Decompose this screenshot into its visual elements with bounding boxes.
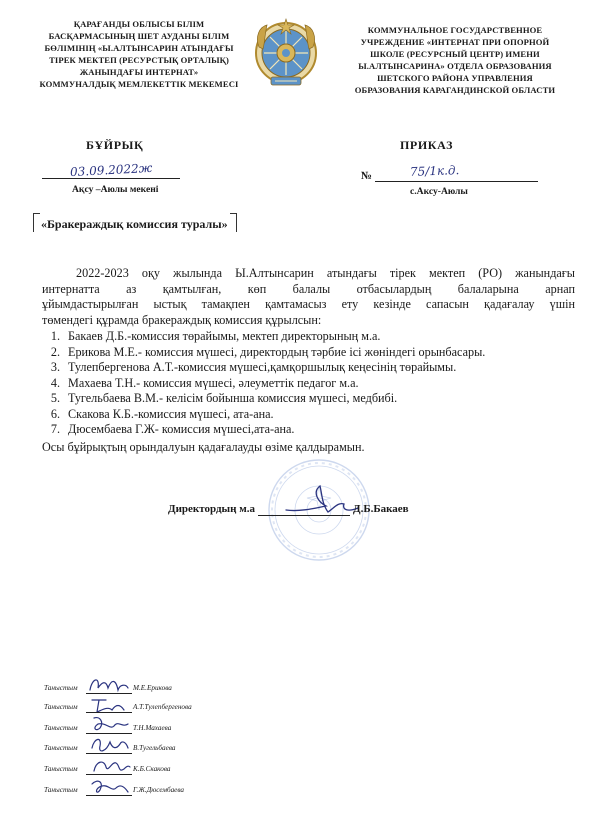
commission-members-list — [42, 329, 582, 438]
ack-label: Таныстым — [44, 786, 78, 794]
header-kz-line: ЖАНЫНДАҒЫ ИНТЕРНАТ» — [79, 67, 199, 77]
signatory-name: Д.Б.Бакаев — [353, 503, 409, 515]
header-kz-line: КОММУНАЛДЫҚ МЕМЛЕКЕТТІК МЕКЕМЕСІ — [39, 79, 239, 89]
header-ru-line: ОБРАЗОВАНИЯ КАРАГАНДИНСКОЙ ОБЛАСТИ — [354, 85, 556, 95]
order-title — [36, 213, 234, 236]
intro-line: төмендегі құрамда бракераждық комиссия құрылсын: — [42, 312, 322, 327]
order-title-text: «Бракераждық комиссия туралы» — [41, 217, 228, 231]
ack-label: Таныстым — [44, 724, 78, 732]
list-item-number: 1. — [50, 329, 60, 343]
list-item-number: 6. — [50, 406, 60, 421]
place-ru: с.Аксу-Аюлы — [410, 186, 468, 197]
ack-label: Таныстым — [44, 703, 78, 711]
ack-name: М.Е.Ерикова — [133, 684, 172, 692]
ack-name: Т.Н.Махаева — [133, 724, 172, 732]
kazakhstan-emblem-icon — [253, 17, 319, 87]
ack-label: Таныстым — [44, 765, 78, 773]
order-number: 75/1к.д. — [409, 163, 460, 179]
intro-line: ұйымдастырылған ыстық тамақпен қамтамасыз ету кезінде сапасын қадағалау үшін — [42, 297, 575, 311]
header-kz-line: ҚАРАҒАНДЫ ОБЛЫСЫ БІЛІМ — [73, 19, 205, 29]
list-item — [42, 360, 582, 376]
list-item-text: Махаева Т.Н.- комиссия мүшесі, әлеуметтік педагог м.а. — [68, 375, 359, 390]
title-bracket-left — [33, 213, 40, 232]
ack-underline — [86, 753, 132, 754]
list-item-text: Дюсембаева Г.Ж- комиссия мүшесі,ата-ана. — [68, 422, 295, 436]
list-item — [42, 376, 582, 392]
title-bracket-right — [230, 213, 237, 232]
list-item-text: Тугельбаева В.М.- келісім бойынша комиссия мүшесі, медбибі. — [68, 391, 398, 405]
list-item-number: 7. — [50, 422, 60, 436]
list-item-text: Тулепбергенова А.Т.-комиссия мүшесі,қамқоршылық кеңесінің төрайымы. — [68, 360, 457, 374]
ack-underline — [86, 774, 132, 775]
list-item-text: Скакова К.Б.-комиссия мүшесі, ата-ана. — [68, 406, 274, 421]
list-item — [42, 422, 582, 438]
header-ru-line: Ы.АЛТЫНСАРИНА» ОТДЕЛА ОБРАЗОВАНИЯ — [358, 61, 552, 71]
ack-label: Таныстым — [44, 744, 78, 752]
list-item-number: 3. — [50, 360, 60, 374]
ack-name: К.Б.Скакова — [133, 765, 171, 773]
order-type-kz: БҰЙРЫҚ — [86, 138, 144, 152]
list-item-text: Бакаев Д.Б.-комиссия төрайымы, мектеп директорының м.а. — [68, 329, 381, 343]
signature-underline — [258, 515, 350, 516]
ack-underline — [86, 712, 132, 713]
date-underline — [42, 178, 180, 179]
ack-name: В.Тугельбаева — [133, 744, 176, 752]
ack-label: Таныстым — [44, 684, 78, 692]
order-intro — [42, 266, 575, 328]
header-kz-line: БӨЛІМІНІҢ «Ы.АЛТЫНСАРИН АТЫНДАҒЫ — [44, 43, 234, 53]
header-ru-line: УЧРЕЖДЕНИЕ «ИНТЕРНАТ ПРИ ОПОРНОЙ — [360, 37, 550, 47]
ack-name: Г.Ж.Дюсембаева — [133, 786, 185, 794]
list-item — [42, 345, 582, 361]
list-item-text: Ерикова М.Е.- комиссия мүшесі, директордың тәрбие ісі жөніндегі орынбасары. — [68, 344, 486, 359]
header-kz-line: ТІРЕК МЕКТЕП (РЕСУРСТЫҚ ОРТАЛЫҚ) — [49, 55, 229, 65]
order-closing: Осы бұйрықтың орындалуын қадағалауды өзіме қалдырамын. — [42, 440, 365, 454]
header-kz-line: БАСҚАРМАСЫНЫҢ ШЕТ АУДАНЫ БІЛІМ — [48, 31, 230, 41]
order-date: 03.09.2022ж — [69, 160, 153, 180]
header-ru — [340, 24, 570, 96]
intro-line: интернатта аз қамтылған, көп балалы отбасылардың балаларына арнап — [42, 281, 575, 296]
list-item — [42, 391, 582, 407]
list-item-number: 5. — [50, 391, 60, 405]
list-item — [42, 407, 582, 423]
signatory-role: Директордың м.а — [168, 503, 255, 515]
header-ru-line: ШЕТСКОГО РАЙОНА УПРАВЛЕНИЯ — [377, 73, 533, 83]
number-underline — [375, 181, 538, 182]
order-number-prefix: № — [361, 170, 373, 182]
header-kz — [28, 18, 250, 90]
ack-name: А.Т.Тулепбергенова — [133, 703, 192, 711]
place-kz: Ақсу –Аюлы мекені — [72, 184, 159, 195]
list-item-number: 2. — [50, 344, 60, 359]
order-type-ru: ПРИКАЗ — [400, 138, 454, 152]
list-item-number: 4. — [50, 375, 60, 390]
header-ru-line: КОММУНАЛЬНОЕ ГОСУДАРСТВЕННОЕ — [367, 25, 543, 35]
header-ru-line: ШКОЛЕ (РЕСУРСНЫЙ ЦЕНТР) ИМЕНИ — [370, 49, 540, 59]
director-signature-icon — [282, 482, 362, 522]
list-item — [42, 329, 582, 345]
ack-underline — [86, 795, 132, 796]
intro-line: 2022-2023 оқу жылында Ы.Алтынсарин атындағы тірек мектеп (РО) жанындағы — [76, 266, 575, 280]
